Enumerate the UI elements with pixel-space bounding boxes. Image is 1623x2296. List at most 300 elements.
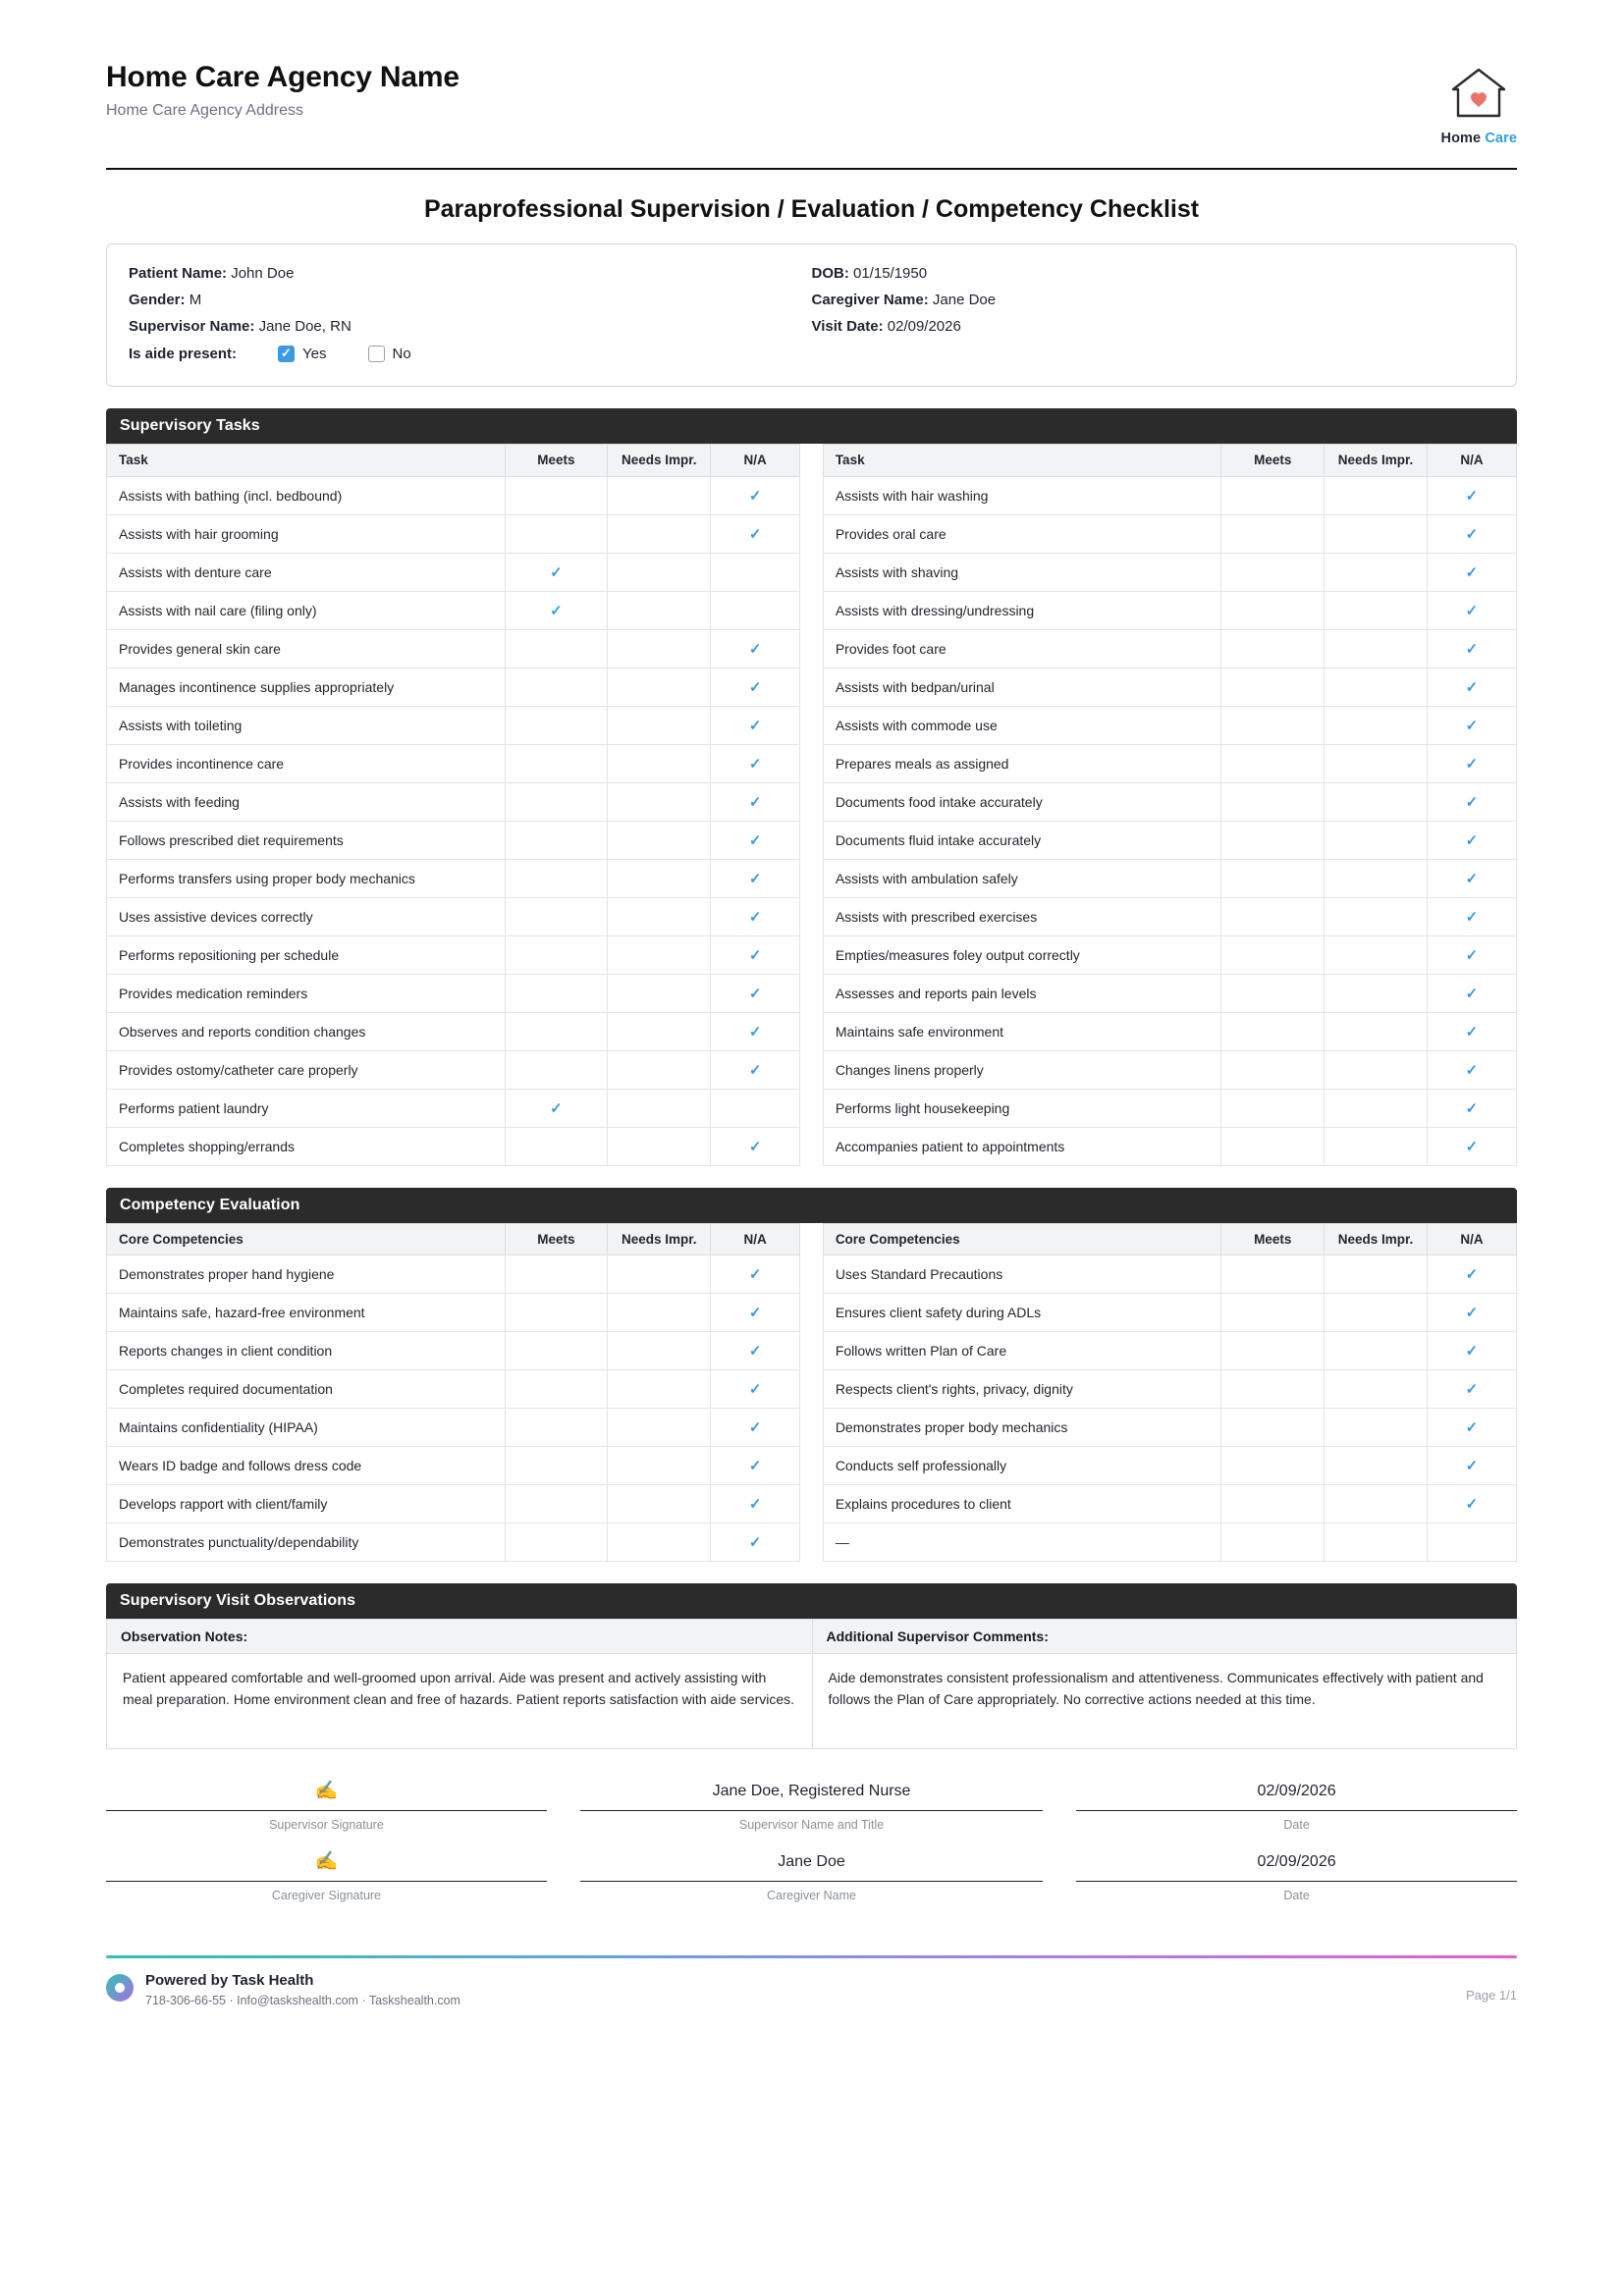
task-right-na-cell[interactable]: ✓ (1427, 897, 1516, 935)
task-left-meets-cell[interactable] (505, 1050, 608, 1089)
task-left-needs-cell[interactable] (608, 667, 711, 706)
task-left-na-cell[interactable]: ✓ (711, 821, 800, 859)
table-row (107, 1294, 1517, 1332)
competency-right-needs-cell[interactable] (1325, 1255, 1428, 1294)
column-gap (800, 1523, 824, 1562)
competency-left-meets-cell[interactable] (505, 1447, 608, 1485)
task-right-label: Assists with shaving (823, 553, 1221, 591)
competency-left-label: Demonstrates proper hand hygiene (107, 1255, 506, 1294)
task-right-na-cell[interactable]: ✓ (1427, 706, 1516, 744)
task-left-meets-cell[interactable] (505, 744, 608, 782)
competency-left-meets-cell[interactable] (505, 1255, 608, 1294)
task-left-meets-cell[interactable]: ✓ (505, 1089, 608, 1127)
aide-present-no-checkbox[interactable] (368, 346, 385, 362)
task-left-meets-cell[interactable] (505, 859, 608, 897)
task-left-needs-cell[interactable] (608, 1127, 711, 1165)
competency-right-meets-cell[interactable] (1221, 1332, 1325, 1370)
patient-name-row (129, 260, 812, 287)
competency-left-meets-cell[interactable] (505, 1523, 608, 1562)
column-gap (800, 591, 824, 629)
task-left-label: Assists with denture care (107, 553, 506, 591)
competency-right-meets-cell[interactable] (1221, 1409, 1325, 1447)
competency-left-label: Maintains confidentiality (HIPAA) (107, 1409, 506, 1447)
col-meets-right: Meets (1221, 1223, 1325, 1255)
task-right-needs-cell[interactable] (1325, 1012, 1428, 1050)
competency-right-needs-cell[interactable] (1325, 1332, 1428, 1370)
competency-right-label: Explains procedures to client (823, 1485, 1221, 1523)
caregiver-name-cell (580, 1845, 1043, 1902)
task-left-needs-cell[interactable] (608, 974, 711, 1012)
column-gap (800, 1409, 824, 1447)
dob-row (812, 260, 1495, 287)
task-right-na-cell[interactable]: ✓ (1427, 782, 1516, 821)
visit-date-value: 02/09/2026 (887, 318, 961, 335)
table-row (107, 1370, 1517, 1409)
task-right-na-cell[interactable]: ✓ (1427, 591, 1516, 629)
task-right-needs-cell[interactable] (1325, 935, 1428, 974)
competency-left-meets-cell[interactable] (505, 1409, 608, 1447)
task-right-needs-cell[interactable] (1325, 629, 1428, 667)
task-right-na-cell[interactable]: ✓ (1427, 974, 1516, 1012)
task-right-meets-cell[interactable] (1221, 1050, 1325, 1089)
supervisor-value: Jane Doe, RN (258, 318, 352, 335)
task-right-meets-cell[interactable] (1221, 897, 1325, 935)
col-na-right: N/A (1427, 445, 1516, 477)
task-right-label: Provides foot care (823, 629, 1221, 667)
header-divider (106, 168, 1517, 170)
column-gap (800, 935, 824, 974)
competency-left-meets-cell[interactable] (505, 1294, 608, 1332)
section-header-supervisory-tasks: Supervisory Tasks (106, 408, 1517, 444)
task-left-meets-cell[interactable]: ✓ (505, 553, 608, 591)
task-left-needs-cell[interactable] (608, 591, 711, 629)
competency-left-needs-cell[interactable] (608, 1447, 711, 1485)
task-left-label: Assists with nail care (filing only) (107, 591, 506, 629)
task-right-needs-cell[interactable] (1325, 706, 1428, 744)
patient-info-right (812, 260, 1495, 368)
table-row (107, 667, 1517, 706)
task-left-meets-cell[interactable] (505, 1127, 608, 1165)
task-right-label: Assists with bedpan/urinal (823, 667, 1221, 706)
caregiver-signature-cell (106, 1845, 547, 1902)
task-right-na-cell[interactable]: ✓ (1427, 1127, 1516, 1165)
competency-left-label: Completes required documentation (107, 1370, 506, 1409)
task-left-na-cell[interactable]: ✓ (711, 706, 800, 744)
task-left-label: Provides incontinence care (107, 744, 506, 782)
task-left-meets-cell[interactable] (505, 821, 608, 859)
table-row (107, 706, 1517, 744)
task-right-needs-cell[interactable] (1325, 821, 1428, 859)
task-left-label: Performs transfers using proper body mechanics (107, 859, 506, 897)
competency-right-needs-cell[interactable] (1325, 1409, 1428, 1447)
competency-left-needs-cell[interactable] (608, 1485, 711, 1523)
supervisor-signature-label: Supervisor Signature (269, 1818, 384, 1833)
competency-right-needs-cell[interactable] (1325, 1523, 1428, 1562)
competency-left-na-cell[interactable]: ✓ (711, 1370, 800, 1409)
task-right-needs-cell[interactable] (1325, 591, 1428, 629)
task-right-needs-cell[interactable] (1325, 553, 1428, 591)
competency-right-na-cell[interactable]: ✓ (1427, 1255, 1516, 1294)
competency-left-na-cell[interactable]: ✓ (711, 1332, 800, 1370)
col-competency-right: Core Competencies (823, 1223, 1221, 1255)
column-gap (800, 744, 824, 782)
table-row (107, 1409, 1517, 1447)
task-left-label: Manages incontinence supplies appropriately (107, 667, 506, 706)
competency-right-meets-cell[interactable] (1221, 1370, 1325, 1409)
task-left-needs-cell[interactable] (608, 859, 711, 897)
competency-left-meets-cell[interactable] (505, 1370, 608, 1409)
competency-left-meets-cell[interactable] (505, 1485, 608, 1523)
competency-evaluation-table (106, 1223, 1517, 1563)
competency-right-meets-cell[interactable] (1221, 1255, 1325, 1294)
col-needs-right: Needs Impr. (1325, 445, 1428, 477)
caregiver-date-cell (1076, 1845, 1517, 1902)
competency-left-needs-cell[interactable] (608, 1370, 711, 1409)
supervisor-signature-cell (106, 1775, 547, 1832)
column-gap (800, 859, 824, 897)
section-header-observations: Supervisory Visit Observations (106, 1583, 1517, 1619)
task-right-label: Documents fluid intake accurately (823, 821, 1221, 859)
caregiver-date-value: 02/09/2026 (1257, 1853, 1336, 1871)
task-left-na-cell[interactable] (711, 1089, 800, 1127)
table-row (107, 1255, 1517, 1294)
task-left-na-cell[interactable]: ✓ (711, 744, 800, 782)
aide-present-yes-checkbox[interactable] (278, 346, 295, 362)
caregiver-value: Jane Doe (932, 292, 997, 308)
powered-by-label: Powered by Task Health (145, 1972, 314, 1990)
task-right-label: Assists with hair washing (823, 476, 1221, 514)
task-left-na-cell[interactable]: ✓ (711, 667, 800, 706)
column-gap (800, 821, 824, 859)
task-left-needs-cell[interactable] (608, 744, 711, 782)
task-health-logo-icon (106, 1974, 134, 2002)
competency-left-label: Demonstrates punctuality/dependability (107, 1523, 506, 1562)
task-left-na-cell[interactable] (711, 591, 800, 629)
competency-right-label: Respects client's rights, privacy, dignity (823, 1370, 1221, 1409)
competency-right-needs-cell[interactable] (1325, 1447, 1428, 1485)
supervisor-name-cell (580, 1775, 1043, 1832)
competency-left-label: Develops rapport with client/family (107, 1485, 506, 1523)
competency-left-na-cell[interactable]: ✓ (711, 1294, 800, 1332)
supervisor-comments-header: Additional Supervisor Comments: (813, 1620, 1517, 1654)
task-left-meets-cell[interactable]: ✓ (505, 591, 608, 629)
task-left-na-cell[interactable]: ✓ (711, 974, 800, 1012)
column-gap (800, 974, 824, 1012)
task-left-needs-cell[interactable] (608, 897, 711, 935)
table-row (107, 514, 1517, 553)
task-left-needs-cell[interactable] (608, 706, 711, 744)
table-row (107, 629, 1517, 667)
competency-right-meets-cell[interactable] (1221, 1485, 1325, 1523)
document-footer (106, 1955, 1517, 2037)
task-right-needs-cell[interactable] (1325, 744, 1428, 782)
competency-left-needs-cell[interactable] (608, 1332, 711, 1370)
column-gap (800, 1127, 824, 1165)
col-meets-right: Meets (1221, 445, 1325, 477)
competency-right-na-cell[interactable]: ✓ (1427, 1447, 1516, 1485)
col-meets-left: Meets (505, 1223, 608, 1255)
task-right-needs-cell[interactable] (1325, 1089, 1428, 1127)
competency-right-na-cell[interactable]: ✓ (1427, 1409, 1516, 1447)
competency-left-meets-cell[interactable] (505, 1332, 608, 1370)
column-gap (800, 1050, 824, 1089)
patient-name-value: John Doe (231, 265, 295, 282)
task-left-needs-cell[interactable] (608, 1050, 711, 1089)
competency-left-label: Maintains safe, hazard-free environment (107, 1294, 506, 1332)
task-right-label: Assists with prescribed exercises (823, 897, 1221, 935)
supervisor-label: Supervisor Name: (129, 318, 255, 335)
visit-date-row (812, 313, 1495, 340)
task-left-na-cell[interactable] (711, 553, 800, 591)
supervisor-name-label: Supervisor Name and Title (738, 1818, 885, 1833)
column-gap (800, 514, 824, 553)
task-right-meets-cell[interactable] (1221, 553, 1325, 591)
task-left-meets-cell[interactable] (505, 667, 608, 706)
task-left-label: Provides general skin care (107, 629, 506, 667)
task-right-needs-cell[interactable] (1325, 782, 1428, 821)
competency-right-meets-cell[interactable] (1221, 1523, 1325, 1562)
task-right-meets-cell[interactable] (1221, 514, 1325, 553)
task-left-label: Assists with toileting (107, 706, 506, 744)
competency-left-na-cell[interactable]: ✓ (711, 1523, 800, 1562)
competency-left-needs-cell[interactable] (608, 1294, 711, 1332)
task-right-meets-cell[interactable] (1221, 1089, 1325, 1127)
patient-info-box (106, 243, 1517, 387)
caregiver-row (812, 287, 1495, 313)
task-right-na-cell[interactable]: ✓ (1427, 553, 1516, 591)
competency-right-meets-cell[interactable] (1221, 1447, 1325, 1485)
competency-right-na-cell[interactable]: ✓ (1427, 1332, 1516, 1370)
competency-right-label: Follows written Plan of Care (823, 1332, 1221, 1370)
table-header-row (107, 445, 1517, 477)
table-row (107, 1447, 1517, 1485)
patient-name-label: Patient Name: (129, 265, 228, 282)
document-header (106, 61, 1517, 162)
column-gap (800, 1447, 824, 1485)
task-right-label: Changes linens properly (823, 1050, 1221, 1089)
task-left-na-cell[interactable]: ✓ (711, 935, 800, 974)
logo (1441, 61, 1517, 146)
task-right-label: Accompanies patient to appointments (823, 1127, 1221, 1165)
signature-line (1076, 1881, 1517, 1882)
task-right-needs-cell[interactable] (1325, 476, 1428, 514)
competency-right-na-cell[interactable]: ✓ (1427, 1294, 1516, 1332)
column-gap (800, 706, 824, 744)
table-row (107, 591, 1517, 629)
supervisor-name-value: Jane Doe, Registered Nurse (712, 1783, 911, 1800)
task-left-meets-cell[interactable] (505, 974, 608, 1012)
task-right-na-cell[interactable]: ✓ (1427, 1012, 1516, 1050)
task-right-na-cell[interactable]: ✓ (1427, 1089, 1516, 1127)
task-right-meets-cell[interactable] (1221, 667, 1325, 706)
task-left-label: Performs patient laundry (107, 1089, 506, 1127)
task-left-meets-cell[interactable] (505, 935, 608, 974)
competency-evaluation-body (107, 1255, 1517, 1562)
supervisor-signature-row (106, 1775, 1517, 1832)
table-header-row (107, 1223, 1517, 1255)
task-left-na-cell[interactable]: ✓ (711, 1050, 800, 1089)
column-gap (800, 1223, 824, 1255)
task-right-meets-cell[interactable] (1221, 591, 1325, 629)
task-right-label: Provides oral care (823, 514, 1221, 553)
task-right-meets-cell[interactable] (1221, 706, 1325, 744)
col-na-left: N/A (711, 445, 800, 477)
aide-present-no-label: No (392, 346, 411, 362)
task-right-needs-cell[interactable] (1325, 667, 1428, 706)
caregiver-signature-label: Caregiver Signature (271, 1889, 382, 1903)
task-left-meets-cell[interactable] (505, 1012, 608, 1050)
competency-right-needs-cell[interactable] (1325, 1294, 1428, 1332)
supervisory-tasks-body (107, 476, 1517, 1165)
task-left-na-cell[interactable]: ✓ (711, 1127, 800, 1165)
col-task-left: Task (107, 445, 506, 477)
task-right-meets-cell[interactable] (1221, 476, 1325, 514)
task-left-na-cell[interactable]: ✓ (711, 897, 800, 935)
task-left-na-cell[interactable]: ✓ (711, 859, 800, 897)
signature-line (106, 1881, 547, 1882)
observation-notes-text: Patient appeared comfortable and well-groomed upon arrival. Aide was present and actively assisting with meal preparation. Home environment clean and free of hazards. Patient reports satisfaction with aide services. (123, 1670, 795, 1707)
col-na-right: N/A (1427, 1223, 1516, 1255)
task-right-na-cell[interactable]: ✓ (1427, 629, 1516, 667)
task-right-needs-cell[interactable] (1325, 514, 1428, 553)
task-right-meets-cell[interactable] (1221, 1012, 1325, 1050)
task-left-needs-cell[interactable] (608, 1089, 711, 1127)
task-right-meets-cell[interactable] (1221, 782, 1325, 821)
col-na-left: N/A (711, 1223, 800, 1255)
competency-right-meets-cell[interactable] (1221, 1294, 1325, 1332)
task-left-na-cell[interactable]: ✓ (711, 782, 800, 821)
signature-line (580, 1810, 1043, 1811)
logo-text-care: Care (1485, 131, 1517, 146)
competency-left-na-cell[interactable]: ✓ (711, 1485, 800, 1523)
column-gap (800, 782, 824, 821)
task-left-meets-cell[interactable] (505, 782, 608, 821)
task-right-needs-cell[interactable] (1325, 1127, 1428, 1165)
task-left-needs-cell[interactable] (608, 935, 711, 974)
task-left-na-cell[interactable]: ✓ (711, 476, 800, 514)
task-right-label: Performs light housekeeping (823, 1089, 1221, 1127)
task-right-na-cell[interactable]: ✓ (1427, 821, 1516, 859)
task-right-na-cell[interactable]: ✓ (1427, 744, 1516, 782)
task-left-needs-cell[interactable] (608, 1012, 711, 1050)
task-right-label: Assists with ambulation safely (823, 859, 1221, 897)
visit-date-label: Visit Date: (811, 318, 884, 335)
task-left-needs-cell[interactable] (608, 782, 711, 821)
table-row (107, 1332, 1517, 1370)
competency-right-needs-cell[interactable] (1325, 1370, 1428, 1409)
task-left-needs-cell[interactable] (608, 629, 711, 667)
competency-left-needs-cell[interactable] (608, 1255, 711, 1294)
task-right-needs-cell[interactable] (1325, 1050, 1428, 1089)
competency-right-na-cell[interactable] (1427, 1523, 1516, 1562)
column-gap (800, 476, 824, 514)
competency-left-na-cell[interactable]: ✓ (711, 1447, 800, 1485)
task-left-needs-cell[interactable] (608, 476, 711, 514)
competency-left-needs-cell[interactable] (608, 1523, 711, 1562)
task-right-needs-cell[interactable] (1325, 897, 1428, 935)
competency-right-na-cell[interactable]: ✓ (1427, 1485, 1516, 1523)
supervisor-date-cell (1076, 1775, 1517, 1832)
aide-present-yes-label: Yes (302, 346, 327, 362)
patient-info-left (129, 260, 812, 368)
task-left-na-cell[interactable]: ✓ (711, 629, 800, 667)
task-left-meets-cell[interactable] (505, 629, 608, 667)
signature-line (580, 1881, 1043, 1882)
task-right-meets-cell[interactable] (1221, 935, 1325, 974)
table-row (107, 1089, 1517, 1127)
competency-right-na-cell[interactable]: ✓ (1427, 1370, 1516, 1409)
task-right-meets-cell[interactable] (1221, 1127, 1325, 1165)
table-row (107, 859, 1517, 897)
task-left-meets-cell[interactable] (505, 476, 608, 514)
column-gap (800, 667, 824, 706)
task-right-na-cell[interactable]: ✓ (1427, 859, 1516, 897)
gender-label: Gender: (129, 292, 186, 308)
task-left-na-cell[interactable]: ✓ (711, 1012, 800, 1050)
table-row (107, 974, 1517, 1012)
task-right-needs-cell[interactable] (1325, 859, 1428, 897)
observations-wrapper (106, 1619, 1517, 1749)
col-needs-left: Needs Impr. (608, 1223, 711, 1255)
task-left-meets-cell[interactable] (505, 897, 608, 935)
competency-right-label: — (823, 1523, 1221, 1562)
task-right-meets-cell[interactable] (1221, 744, 1325, 782)
supervisor-row (129, 313, 812, 340)
task-right-needs-cell[interactable] (1325, 974, 1428, 1012)
task-left-needs-cell[interactable] (608, 553, 711, 591)
task-left-meets-cell[interactable] (505, 706, 608, 744)
supervisor-comments-text: Aide demonstrates consistent professionalism and attentiveness. Communicates effectively with patient and follows the Plan of Care appropriately. No corrective actions needed at this time. (828, 1670, 1484, 1707)
competency-left-na-cell[interactable]: ✓ (711, 1409, 800, 1447)
footer-brand (106, 1972, 460, 2007)
task-left-label: Assists with hair grooming (107, 514, 506, 553)
task-right-meets-cell[interactable] (1221, 629, 1325, 667)
competency-left-needs-cell[interactable] (608, 1409, 711, 1447)
task-left-meets-cell[interactable] (505, 514, 608, 553)
house-icon (1441, 65, 1517, 127)
table-row (107, 1485, 1517, 1523)
task-left-label: Follows prescribed diet requirements (107, 821, 506, 859)
task-right-meets-cell[interactable] (1221, 821, 1325, 859)
section-header-competency-evaluation: Competency Evaluation (106, 1188, 1517, 1223)
task-right-na-cell[interactable]: ✓ (1427, 1050, 1516, 1089)
table-row (107, 744, 1517, 782)
task-right-meets-cell[interactable] (1221, 974, 1325, 1012)
footer-contact: 718-306-66-55 · Info@taskshealth.com · Taskshealth.com (145, 1994, 460, 2008)
table-row (107, 935, 1517, 974)
col-needs-right: Needs Impr. (1325, 1223, 1428, 1255)
column-gap (800, 1012, 824, 1050)
task-right-na-cell[interactable]: ✓ (1427, 476, 1516, 514)
dob-value: 01/15/1950 (853, 265, 928, 282)
col-task-right: Task (823, 445, 1221, 477)
logo-text (1441, 131, 1517, 146)
gender-value: M (189, 292, 202, 308)
task-right-na-cell[interactable]: ✓ (1427, 667, 1516, 706)
caregiver-date-label: Date (1283, 1889, 1310, 1903)
task-left-needs-cell[interactable] (608, 821, 711, 859)
caregiver-signature-mark: ✍ (314, 1851, 339, 1873)
column-gap (800, 1332, 824, 1370)
task-right-na-cell[interactable]: ✓ (1427, 514, 1516, 553)
competency-right-needs-cell[interactable] (1325, 1485, 1428, 1523)
task-left-na-cell[interactable]: ✓ (711, 514, 800, 553)
task-right-label: Empties/measures foley output correctly (823, 935, 1221, 974)
competency-left-na-cell[interactable]: ✓ (711, 1255, 800, 1294)
task-left-needs-cell[interactable] (608, 514, 711, 553)
task-right-meets-cell[interactable] (1221, 859, 1325, 897)
task-right-na-cell[interactable]: ✓ (1427, 935, 1516, 974)
